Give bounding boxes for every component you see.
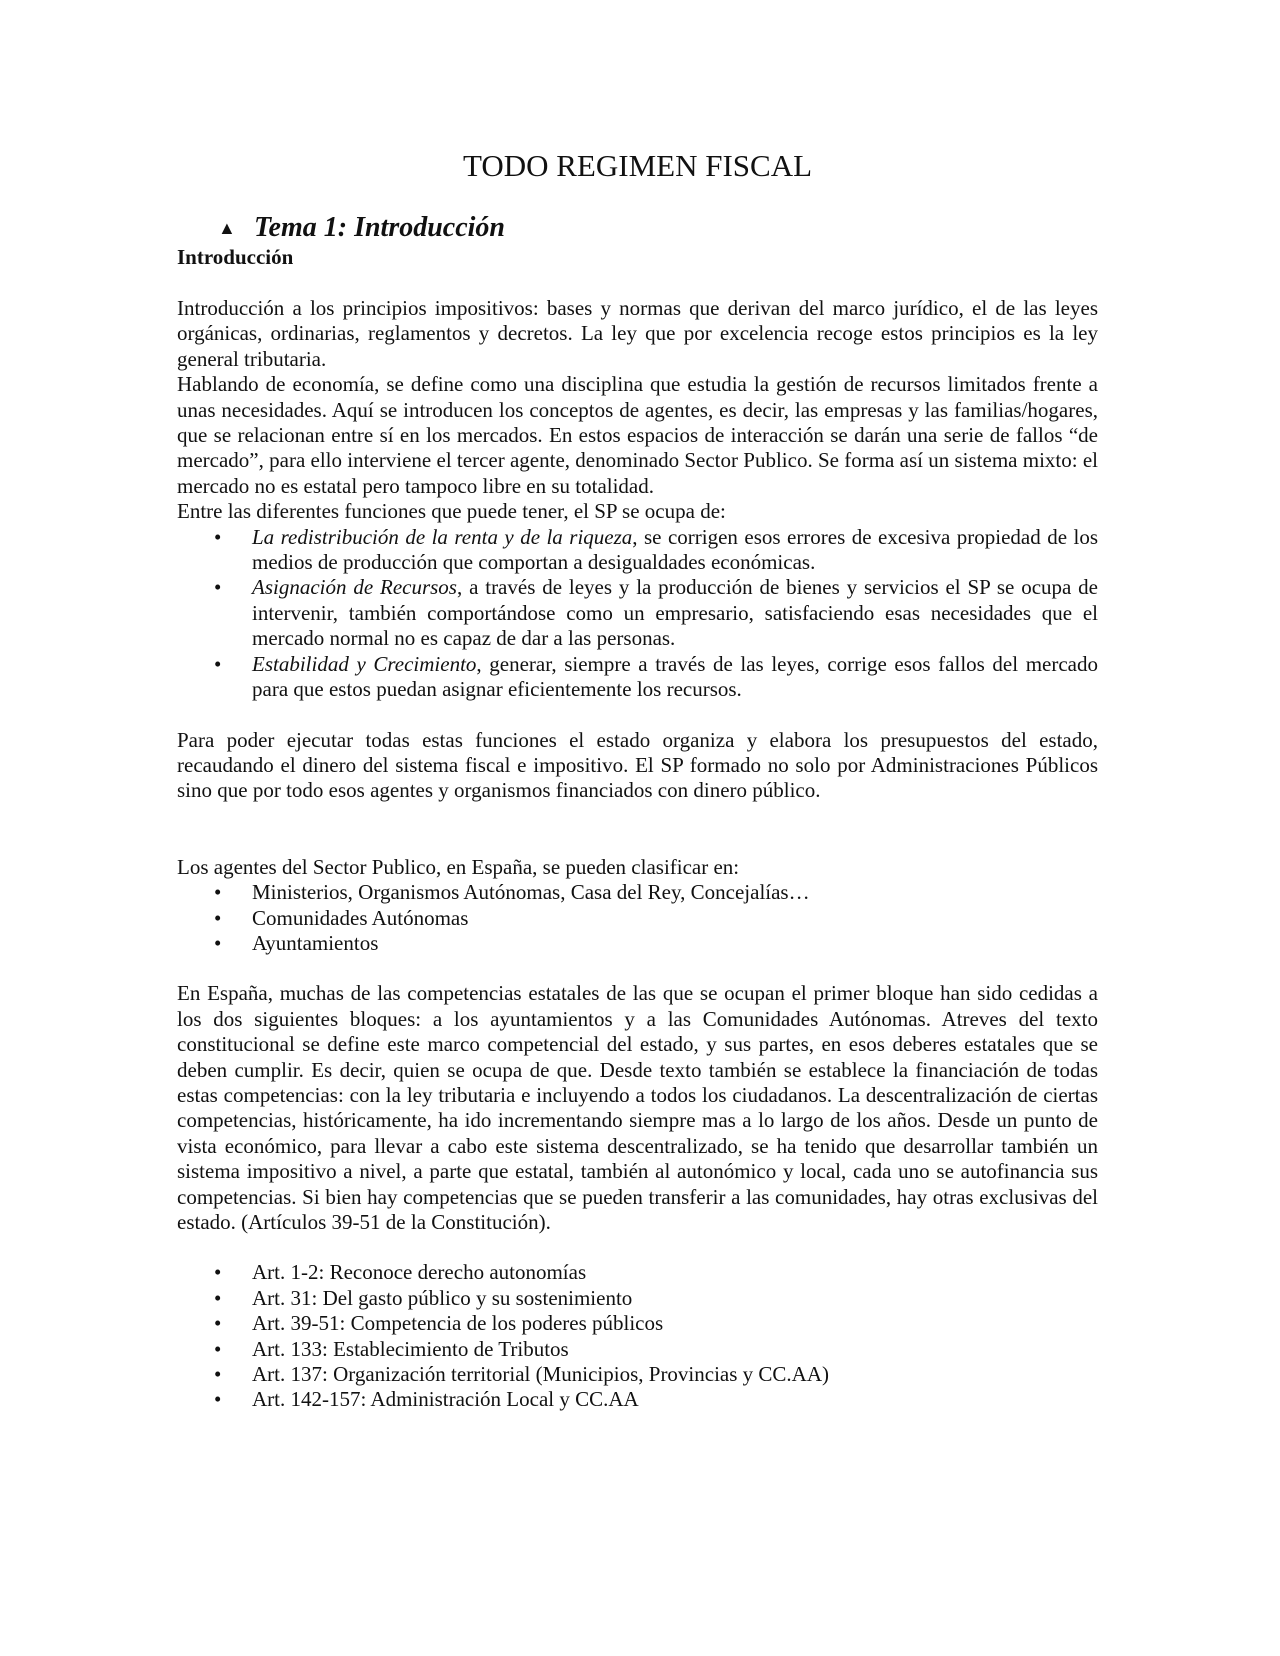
- bullet-icon: •: [214, 575, 222, 600]
- list-item-text: Art. 39-51: Competencia de los poderes públicos: [252, 1311, 664, 1336]
- bullet-icon: •: [214, 1387, 222, 1412]
- list-item: [177, 1362, 1098, 1387]
- section-subheading: Introducción: [177, 245, 294, 269]
- spacer: [177, 703, 1098, 728]
- list-item-text: , se corrigen esos errores de excesiva propiedad de los medios de producción que comportan a desigualdades económicas.: [252, 524, 1099, 575]
- list-item: [177, 1260, 1098, 1285]
- paragraph-competencias: En España, muchas de las competencias estatales de las que se ocupan el primer bloque han sido cedidas a los dos siguientes bloques: a los ayuntamientos y a las Comunidades Autónomas. Atreves del texto constitucional se define este marco competencial del estado, y sus partes, en esos deberes estatales que se deben cumplir. Es decir, quien se ocupa de que. Desde texto también se establece la financiación de todas estas competencias: con la ley tributaria e incluyendo a todos los ciudadanos. La descentralización de ciertas competencias, históricamente, ha ido incrementando siempre mas a lo largo de los años. Desde un punto de vista económico, para llevar a cabo este sistema descentralizado, se ha tenido que desarrollar también un sistema impositivo a nivel, a parte que estatal, también al autonómico y local, cada uno se autofinancia sus competencias. Si bien hay competencias que se pueden transferir a las comunidades, hay otras exclusivas del estado. (Artículos 39-51 de la Constitución).: [177, 981, 1098, 1234]
- list-item: [177, 1387, 1098, 1412]
- paragraph-agentes-intro: Los agentes del Sector Publico, en España, se pueden clasificar en:: [177, 854, 740, 879]
- list-item: [177, 931, 1098, 956]
- bullet-icon: •: [214, 1260, 222, 1285]
- list-item: [177, 880, 1098, 905]
- list-item: [177, 1286, 1098, 1311]
- bullet-icon: •: [214, 1362, 222, 1387]
- triangle-up-icon: ▲: [218, 218, 236, 238]
- agentes-list: [177, 880, 1098, 956]
- paragraph-presupuestos: Para poder ejecutar todas estas funciones el estado organiza y elabora los presupuestos del estado, recaudando el dinero del sistema fiscal e impositivo. El SP formado no solo por Administraciones Públicos sino que por todo esos agentes y organismos financiados con dinero público.: [177, 727, 1098, 803]
- list-item-text: Ministerios, Organismos Autónomas, Casa del Rey, Concejalías…: [252, 880, 810, 905]
- paragraph-intro: Introducción a los principios impositivos: bases y normas que derivan del marco jurídico, el de las leyes orgánicas, ordinarias, reglamentos y decretos. La ley que por excelencia recoge estos principios es la ley general tributaria.: [177, 296, 1098, 371]
- articulos-list: [177, 1260, 1098, 1412]
- bullet-icon: •: [214, 880, 222, 905]
- list-item: [177, 525, 1098, 576]
- funciones-list: [177, 525, 1098, 703]
- list-item: [177, 1337, 1098, 1362]
- list-item-text: Art. 137: Organización territorial (Municipios, Provincias y CC.AA): [252, 1362, 830, 1387]
- document-body: [177, 296, 1098, 1413]
- spacer: [177, 956, 1098, 981]
- list-item-term: Estabilidad y Crecimiento: [252, 651, 477, 676]
- list-item: [177, 1311, 1098, 1336]
- bullet-icon: •: [214, 651, 222, 676]
- list-item-text: , generar, siempre a través de las leyes, corrige esos fallos del mercado para que estos puedan asignar eficientemente los recursos.: [252, 651, 1098, 702]
- document-title: TODO REGIMEN FISCAL: [462, 148, 813, 183]
- list-item: [177, 906, 1098, 931]
- spacer: [177, 804, 1098, 855]
- list-item: [177, 652, 1098, 703]
- list-item-text: Comunidades Autónomas: [252, 905, 469, 930]
- tema-heading-text: Tema 1: Introducción: [254, 212, 505, 243]
- spacer: [177, 1235, 1098, 1260]
- list-item: [177, 575, 1098, 651]
- list-item-text: , a través de leyes y la producción de bienes y servicios el SP se ocupa de intervenir, también comportándose como un empresario, satisfaciendo esas necesidades que el mercado normal no es capaz de dar a las personas.: [252, 575, 1099, 651]
- bullet-icon: •: [214, 524, 222, 549]
- paragraph-funciones-intro: Entre las diferentes funciones que puede tener, el SP se ocupa de:: [177, 499, 726, 524]
- bullet-icon: •: [214, 930, 222, 955]
- tema-heading: [218, 208, 505, 248]
- paragraph-economia: Hablando de economía, se define como una disciplina que estudia la gestión de recursos limitados frente a unas necesidades. Aquí se introducen los conceptos de agentes, es decir, las empresas y las familias/hogares, que se relacionan entre sí en los mercados. En estos espacios de interacción se darán una serie de fallos “de mercado”, para ello interviene el tercer agente, denominado Sector Publico. Se forma así un sistema mixto: el mercado no es estatal pero tampoco libre en su totalidad.: [177, 372, 1098, 498]
- bullet-icon: •: [214, 905, 222, 930]
- list-item-text: Art. 142-157: Administración Local y CC.AA: [252, 1387, 639, 1412]
- list-item-term: Asignación de Recursos: [252, 575, 457, 600]
- bullet-icon: •: [214, 1311, 222, 1336]
- list-item-text: Ayuntamientos: [252, 930, 379, 955]
- bullet-icon: •: [214, 1285, 222, 1310]
- bullet-icon: •: [214, 1336, 222, 1361]
- list-item-text: Art. 1-2: Reconoce derecho autonomías: [252, 1260, 587, 1285]
- list-item-text: Art. 31: Del gasto público y su sostenimiento: [252, 1285, 633, 1310]
- list-item-term: La redistribución de la renta y de la riqueza: [252, 524, 633, 549]
- list-item-text: Art. 133: Establecimiento de Tributos: [252, 1336, 569, 1361]
